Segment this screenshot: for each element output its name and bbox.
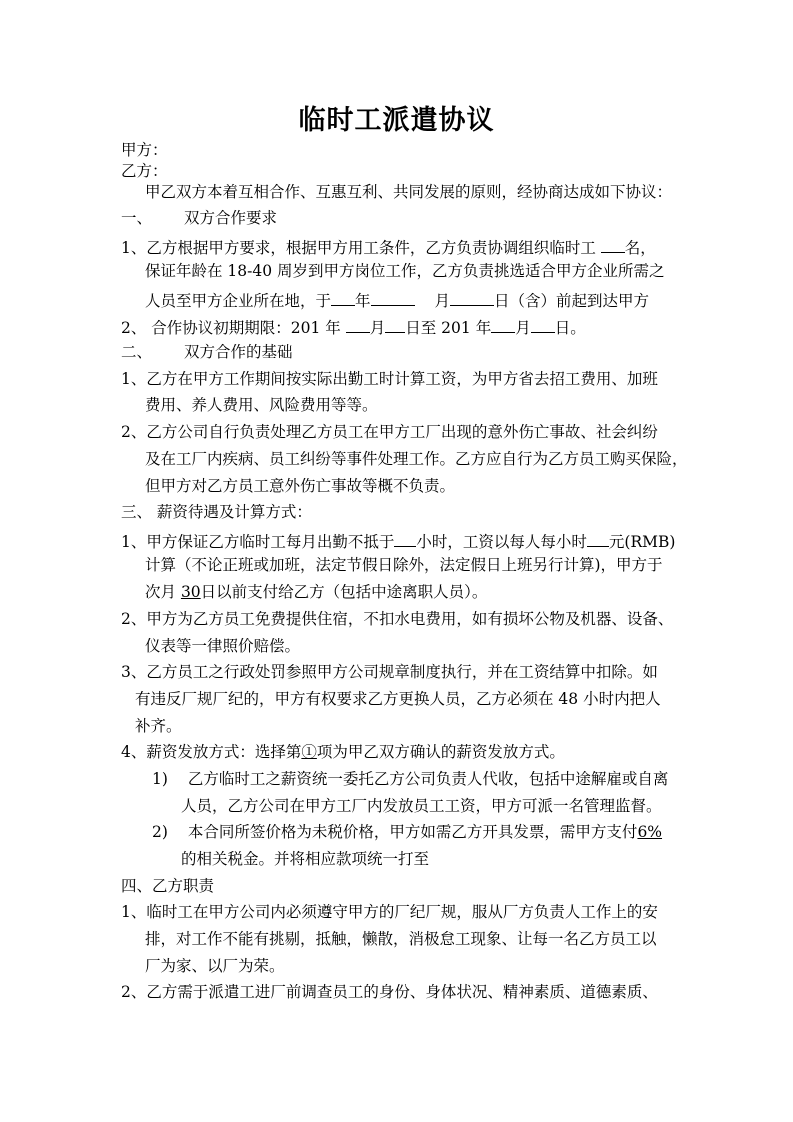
clause-line: 补齐。 xyxy=(135,717,182,735)
clause-line: 仪表等一律照价赔偿。 xyxy=(145,637,301,655)
section-heading: 四、乙方职责 xyxy=(121,877,215,895)
clause-line: 次月 30日以前支付给乙方（包括中途离职人员）。 xyxy=(145,583,488,601)
clause-line: 1、甲方保证乙方临时工每月出勤不抵于 小时，工资以每人每小时 元(RMB) xyxy=(121,529,675,552)
clause-line: 1、乙方根据甲方要求，根据甲方用工条件，乙方负责协调组织临时工 名， xyxy=(121,235,656,258)
section-title: 双方合作要求 xyxy=(184,209,278,227)
sub-clause-line: 人员，乙方公司在甲方工厂内发放员工工资，甲方可派一名管理监督。 xyxy=(181,797,662,815)
sub-clause-number: 1) xyxy=(152,770,168,788)
clause-line: 1、临时工在甲方公司内必须遵守甲方的厂纪厂规，服从厂方负责人工作上的安 xyxy=(121,903,658,921)
sub-clause-line: 1) 乙方临时工之薪资统一委托乙方公司负责人代收，包括中途解雇或自离 xyxy=(152,770,669,788)
page-title: 临时工派遣协议 xyxy=(298,105,495,136)
party-a-label: 甲方： xyxy=(121,141,168,159)
clause-line: 4、薪资发放方式：选择第①项为甲乙双方确认的薪资发放方式。 xyxy=(121,743,565,761)
section-heading xyxy=(121,342,293,362)
section-heading xyxy=(121,208,277,228)
sub-clause-line: 2) 本合同所签价格为未税价格，甲方如需乙方开具发票，需甲方支付6% xyxy=(152,823,663,841)
clause-line: 有违反厂规厂纪的，甲方有权要求乙方更换人员，乙方必须在 48 小时内把人 xyxy=(135,690,661,708)
clause-line: 厂为家、以厂为荣。 xyxy=(145,957,285,975)
clause-line: 2、 合作协议初期期限：201 年 月 日至 201 年 月 日。 xyxy=(121,315,586,338)
clause-line: 2、乙方公司自行负责处理乙方员工在甲方工厂出现的意外伤亡事故、社会纠纷 xyxy=(121,423,658,441)
tax-rate: 6% xyxy=(637,823,663,841)
section-number: 一、 xyxy=(121,209,153,227)
clause-line: 1、乙方在甲方工作期间按实际出勤工时计算工资，为甲方省去招工费用、加班 xyxy=(121,370,658,388)
party-b-label: 乙方： xyxy=(121,162,168,180)
clause-line: 排，对工作不能有挑剔，抵触，懒散，消极怠工现象、让每一名乙方员工以 xyxy=(145,930,657,948)
clause-line: 保证年龄在 18-40 周岁到甲方岗位工作，乙方负责挑选适合甲方企业所需之 xyxy=(145,262,665,280)
clause-line: 费用、养人费用、风险费用等等。 xyxy=(145,396,378,414)
payment-option-choice: ① xyxy=(301,743,317,761)
clause-line: 及在工厂内疾病、员工纠纷等事件处理工作。乙方应自行为乙方员工购买保险， xyxy=(145,450,688,468)
section-number: 二、 xyxy=(121,343,153,361)
section-heading: 三、 薪资待遇及计算方式： xyxy=(121,503,312,521)
payment-day: 30 xyxy=(180,583,201,601)
intro-paragraph: 甲乙双方本着互相合作、互惠互利、共同发展的原则，经协商达成如下协议： xyxy=(145,183,673,201)
clause-line: 人员至甲方企业所在地，于 年 月 日（含）前起到达甲方 xyxy=(145,288,649,311)
sub-clause-line: 的相关税金。并将相应款项统一打至 xyxy=(181,850,430,868)
sub-clause-number: 2) xyxy=(152,823,168,841)
clause-line: 2、甲方为乙方员工免费提供住宿，不扣水电费用，如有损坏公物及机器、设备、 xyxy=(121,610,674,628)
section-title: 双方合作的基础 xyxy=(184,343,293,361)
clause-line: 但甲方对乙方员工意外伤亡事故等概不负责。 xyxy=(145,477,456,495)
clause-line: 2、乙方需于派遣工进厂前调查员工的身份、身体状况、精神素质、道德素质、 xyxy=(121,983,658,1001)
clause-line: 3、乙方员工之行政处罚参照甲方公司规章制度执行，并在工资结算中扣除。如 xyxy=(121,663,658,681)
clause-line: 计算（不论正班或加班，法定节假日除外，法定假日上班另行计算)，甲方于 xyxy=(145,556,663,574)
